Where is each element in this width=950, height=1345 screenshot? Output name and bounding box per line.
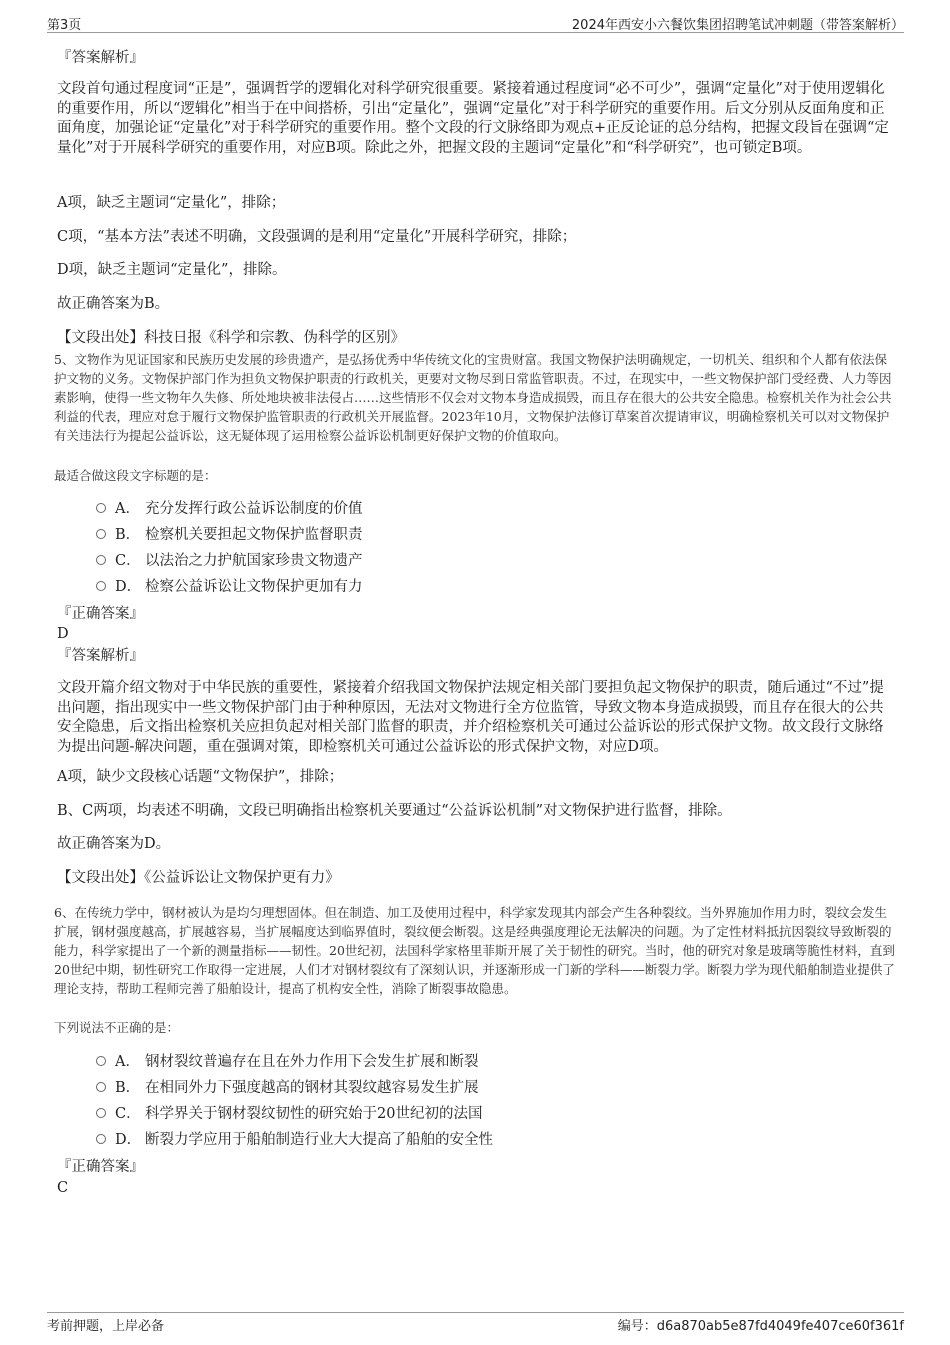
q5-analysis-label: 『答案解析』 — [57, 648, 144, 664]
q6-option-d[interactable]: D． 断裂力学应用于船舶制造行业大大提高了船舶的安全性 — [96, 1130, 493, 1150]
q5-option-b[interactable]: B． 检察机关要担起文物保护监督职责 — [96, 525, 363, 545]
q5-option-c[interactable]: C． 以法治之力护航国家珍贵文物遗产 — [96, 551, 363, 571]
q5-prompt: 最适合做这段文字标题的是： — [54, 468, 217, 483]
q4-note-a: A项，缺乏主题词“定量化”，排除； — [57, 195, 286, 211]
q6-stem: 6、在传统力学中，钢材被认为是均匀理想固体。但在制造、加工及使用过程中，科学家发现其内部会产生各种裂纹。当外界施加作用力时，裂纹会发生扩展，钢材强度越高，扩展越容易，当扩展幅度达到临界值时，裂纹便会断裂。这是经典强度理论无法解决的问题。为了定性材料抵抗因裂纹导致断裂的能力，科学家提出了一个新的测量指标——韧性。20世纪初，法国科学家格里菲斯开展了关于韧性的研究。当时，他的研究对象是玻璃等脆性材料，直到20世纪中期，韧性研究工作取得一定进展，人们才对钢材裂纹有了深刻认识，并逐渐形成一门新的学科——断裂力学。断裂力学为现代船舶制造业提供了理论支持，帮助工程师完善了船舶设计，提高了机构安全性，消除了断裂事故隐患。 — [54, 905, 895, 996]
q6-prompt: 下列说法不正确的是： — [54, 1020, 180, 1035]
radio-icon[interactable] — [96, 1056, 106, 1066]
q6-option-b[interactable]: B． 在相同外力下强度越高的钢材其裂纹越容易发生扩展 — [96, 1078, 479, 1098]
q5-analysis-text: 文段开篇介绍文物对于中华民族的重要性，紧接着介绍我国文物保护法规定相关部门要担负起文物保护的职责，随后通过“不过”提出问题，指出现实中一些文物保护部门由于种种原因，无法对文物进行全方位监管，导致文物本身造成损毁，而且存在很大的公共安全隐患，后文指出检察机关应担负起对相关部门监督的职责，并介绍检察机关可通过公益诉讼的形式保护文物。故文段行文脉络为提出问题-解决问题，重在强调对策，即检察机关可通过公益诉讼的形式保护文物，对应D项。 — [57, 680, 884, 755]
q6-answer-label: 『正确答案』 — [57, 1159, 144, 1175]
q4-analysis-label: 『答案解析』 — [57, 50, 144, 66]
radio-icon[interactable] — [96, 1134, 106, 1144]
footer-slogan: 考前押题，上岸必备 — [47, 1319, 165, 1334]
q4-source: 【文段出处】科技日报《科学和宗教、伪科学的区别》 — [57, 330, 405, 346]
page-footer — [47, 1312, 904, 1333]
document-code: 编号：d6a870ab5e87fd4049fe407ce60f361f — [617, 1319, 904, 1334]
radio-icon[interactable] — [96, 503, 106, 513]
radio-icon[interactable] — [96, 1108, 106, 1118]
q5-note-a: A项，缺少文段核心话题“文物保护”，排除； — [57, 769, 344, 785]
q5-option-d[interactable]: D． 检察公益诉讼让文物保护更加有力 — [96, 577, 363, 597]
page-number: 第3页 — [47, 18, 82, 33]
document-title: 2024年西安小六餐饮集团招聘笔试冲刺题（带答案解析） — [571, 18, 904, 33]
radio-icon[interactable] — [96, 555, 106, 565]
q6-option-a[interactable]: A． 钢材裂纹普遍存在且在外力作用下会发生扩展和断裂 — [96, 1052, 479, 1072]
q5-note-bc: B、C两项，均表述不明确，文段已明确指出检察机关要通过“公益诉讼机制”对文物保护进行监督，排除。 — [57, 803, 732, 819]
q5-answer: D — [57, 626, 69, 642]
radio-icon[interactable] — [96, 581, 106, 591]
q4-analysis-text: 文段首句通过程度词“正是”，强调哲学的逻辑化对科学研究很重要。紧接着通过程度词“必不可少”，强调“定量化”对于使用逻辑化的重要作用，所以“逻辑化”相当于在中间搭桥，引出“定量化”，强调“定量化”对于科学研究的重要作用。后文分别从反面角度和正面角度，加强论证“定量化”对于科学研究的重要作用。整个文段的行文脉络即为观点+正反论证的总分结构，把握文段旨在强调“定量化”对于开展科学研究的重要作用，对应B项。除此之外，把握文段的主题词“定量化”和“科学研究”，也可锁定B项。 — [57, 81, 889, 156]
q6-option-c[interactable]: C． 科学界关于钢材裂纹韧性的研究始于20世纪初的法国 — [96, 1104, 482, 1124]
q5-stem: 5、文物作为见证国家和民族历史发展的珍贵遗产，是弘扬优秀中华传统文化的宝贵财富。我国文物保护法明确规定，一切机关、组织和个人都有依法保护文物的义务。文物保护部门作为担负文物保护职责的行政机关，更要对文物尽到日常监管职责。不过，在现实中，一些文物保护部门受经费、人力等因素影响，使得一些文物年久失修、所处地块被非法侵占……这些情形不仅会对文物本身造成损毁，而且存在很大的公共安全隐患。检察机关作为社会公共利益的代表，理应对怠于履行文物保护监管职责的行政机关开展监督。2023年10月，文物保护法修订草案首次提请审议，明确检察机关可以对文物保护有关违法行为提起公益诉讼，这无疑体现了运用检察公益诉讼机制更好保护文物的价值取向。 — [54, 352, 892, 443]
radio-icon[interactable] — [96, 529, 106, 539]
q4-note-c: C项，“基本方法”表述不明确，文段强调的是利用“定量化”开展科学研究，排除； — [57, 229, 577, 245]
q6-answer: C — [57, 1180, 69, 1196]
q4-note-d: D项，缺乏主题词“定量化”，排除。 — [57, 262, 287, 278]
q5-source: 【文段出处】《公益诉讼让文物保护更有力》 — [57, 870, 340, 886]
radio-icon[interactable] — [96, 1082, 106, 1092]
q5-option-a[interactable]: A． 充分发挥行政公益诉讼制度的价值 — [96, 499, 363, 519]
page-header — [47, 12, 904, 33]
q4-conclusion: 故正确答案为B。 — [57, 296, 170, 312]
q5-conclusion: 故正确答案为D。 — [57, 836, 171, 852]
q5-answer-label: 『正确答案』 — [57, 606, 144, 622]
